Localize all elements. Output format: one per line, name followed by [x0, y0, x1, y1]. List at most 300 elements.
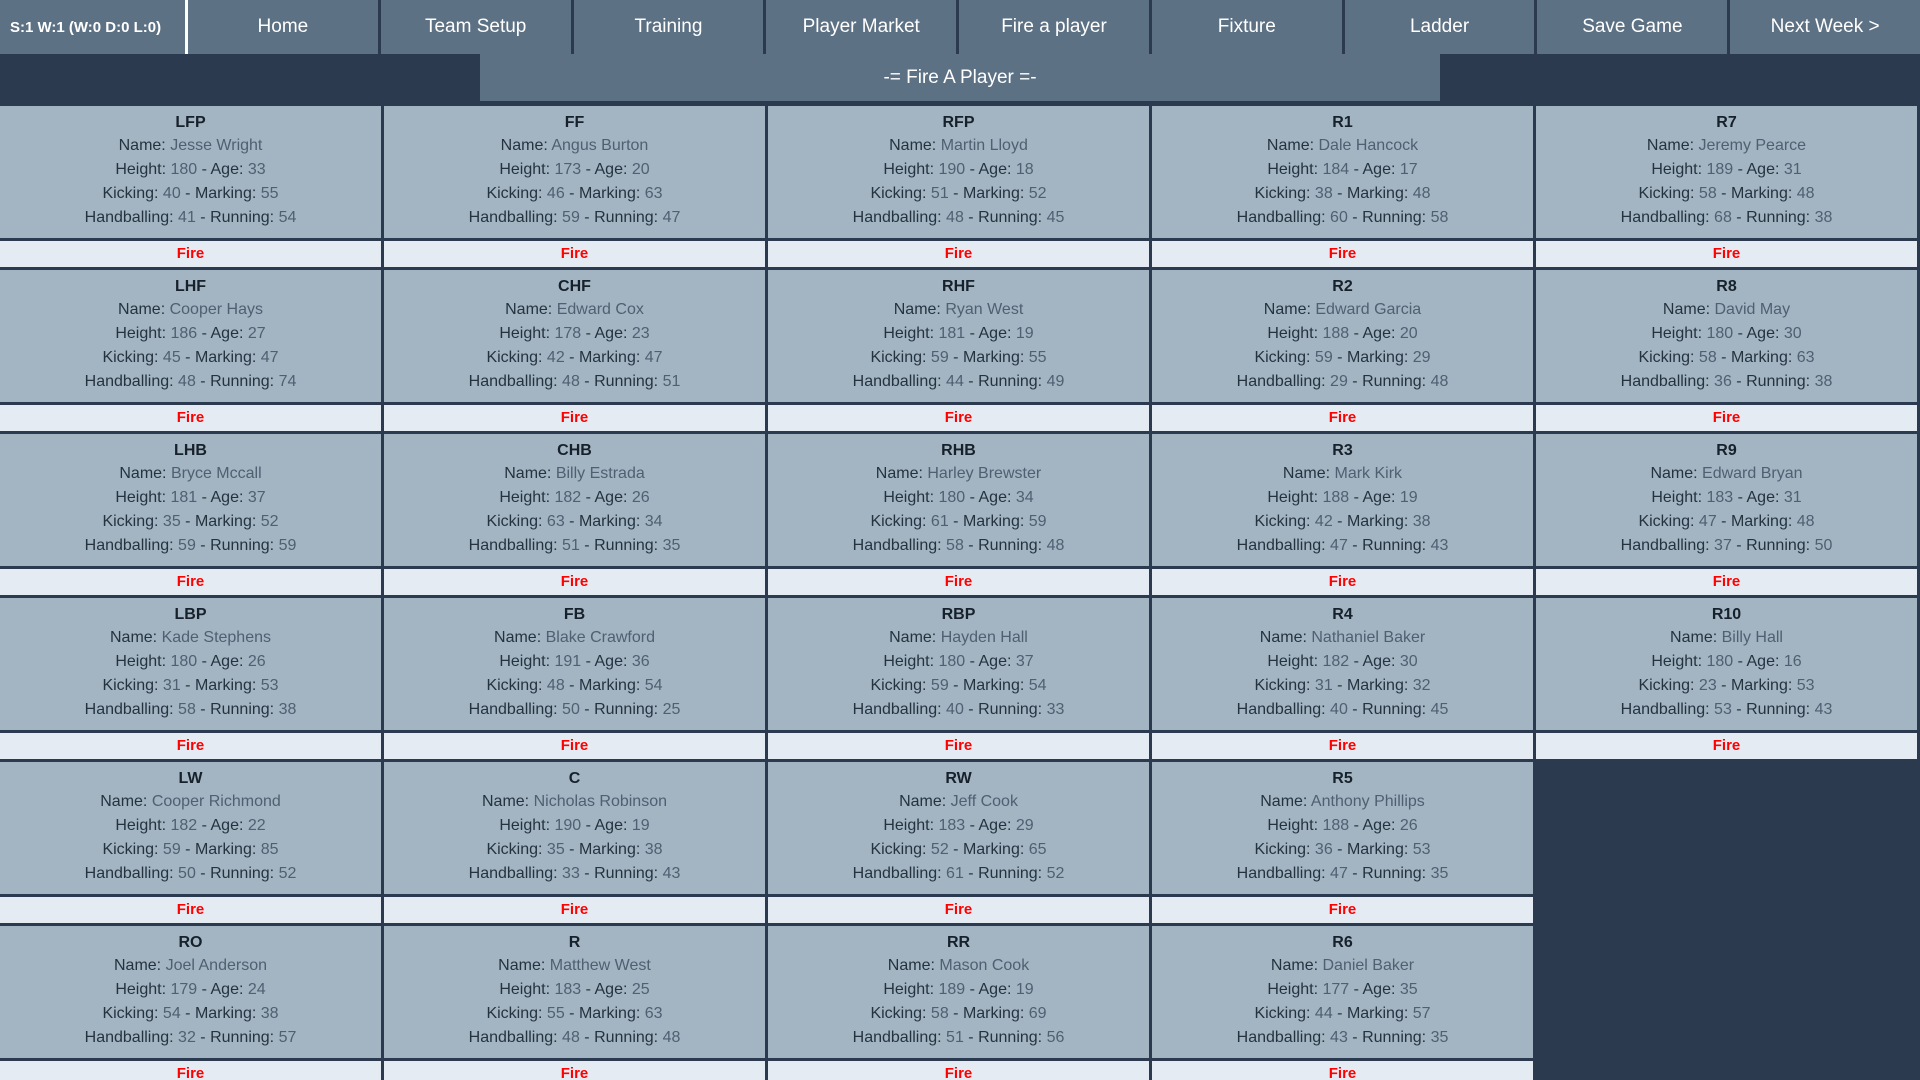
handballing-label: Handballing: — [852, 701, 947, 718]
age-value: 33 — [247, 161, 266, 178]
height-label: Height: — [883, 653, 939, 670]
height-value: 188 — [1322, 817, 1350, 834]
height-label: Height: — [499, 325, 555, 342]
nav-ladder[interactable] — [1345, 0, 1538, 54]
handballing-label: Handballing: — [468, 701, 563, 718]
kicking-label: Kicking: — [1254, 185, 1315, 202]
age-value: 31 — [1783, 161, 1802, 178]
handballing-value: 50 — [178, 865, 196, 882]
player-handballing-running-line — [1156, 862, 1529, 886]
kicking-label: Kicking: — [870, 1005, 931, 1022]
player-name-label: Name: — [875, 465, 928, 482]
fire-button[interactable]: Fire — [0, 897, 384, 926]
age-label: - Age: — [581, 981, 632, 998]
roster-grid — [0, 106, 1920, 1080]
marking-value: 57 — [1412, 1005, 1431, 1022]
age-value: 36 — [631, 653, 650, 670]
player-position: R10 — [1711, 606, 1742, 623]
nav-home[interactable] — [188, 0, 381, 54]
height-label: Height: — [1651, 325, 1707, 342]
fire-button[interactable]: Fire — [0, 1061, 384, 1080]
player-kicking-marking-line — [1156, 674, 1529, 698]
height-label: Height: — [499, 489, 555, 506]
handballing-label: Handballing: — [1620, 537, 1715, 554]
player-name-line — [4, 954, 377, 978]
kicking-value: 61 — [930, 513, 949, 530]
handballing-value: 44 — [946, 373, 964, 390]
age-value: 34 — [1015, 489, 1034, 506]
player-kicking-marking-line — [1156, 1002, 1529, 1026]
title-spacer-left — [0, 54, 480, 101]
player-name-value: Angus Burton — [551, 137, 649, 154]
fire-button[interactable]: Fire — [768, 405, 1152, 434]
age-value: 26 — [247, 653, 266, 670]
player-position: R5 — [1332, 770, 1353, 787]
height-value: 189 — [938, 981, 966, 998]
age-value: 20 — [631, 161, 650, 178]
player-kicking-marking-line — [4, 674, 377, 698]
running-label: - Running: — [1347, 209, 1431, 226]
handballing-label: Handballing: — [852, 1029, 947, 1046]
height-value: 180 — [938, 489, 966, 506]
running-value: 48 — [1430, 373, 1449, 390]
player-name-value: Daniel Baker — [1322, 957, 1415, 974]
player-name-value: Martin Lloyd — [940, 137, 1028, 154]
kicking-label: Kicking: — [1254, 1005, 1315, 1022]
kicking-label: Kicking: — [870, 349, 931, 366]
kicking-label: Kicking: — [1254, 841, 1315, 858]
player-kicking-marking-line — [4, 346, 377, 370]
marking-value: 34 — [644, 513, 663, 530]
running-value: 43 — [1814, 701, 1833, 718]
marking-label: - Marking: — [564, 513, 645, 530]
running-label: - Running: — [963, 701, 1047, 718]
kicking-value: 55 — [546, 1005, 565, 1022]
running-value: 58 — [1430, 209, 1449, 226]
running-label: - Running: — [195, 373, 279, 390]
running-value: 52 — [278, 865, 297, 882]
height-value: 183 — [1706, 489, 1734, 506]
player-name-line — [1540, 298, 1913, 322]
fire-button[interactable]: Fire — [384, 733, 768, 762]
height-value: 183 — [938, 817, 966, 834]
running-value: 35 — [1430, 865, 1449, 882]
marking-value: 48 — [1412, 185, 1431, 202]
height-value: 188 — [1322, 489, 1350, 506]
running-value: 45 — [1430, 701, 1449, 718]
marking-label: - Marking: — [948, 185, 1029, 202]
player-position: FF — [564, 114, 585, 131]
fire-button[interactable]: Fire — [1536, 405, 1920, 434]
player-position: RFP — [942, 114, 975, 131]
running-label: - Running: — [1347, 865, 1431, 882]
marking-label: - Marking: — [564, 841, 645, 858]
fire-button[interactable]: Fire — [1536, 569, 1920, 598]
handballing-value: 41 — [178, 209, 196, 226]
marking-label: - Marking: — [180, 677, 261, 694]
nav-training-label: Training — [634, 16, 703, 37]
marking-value: 48 — [1796, 185, 1815, 202]
marking-label: - Marking: — [1332, 841, 1413, 858]
player-card — [1152, 762, 1536, 897]
player-handballing-running-line — [388, 698, 761, 722]
player-card — [384, 270, 768, 405]
status-badge — [0, 0, 188, 54]
handballing-value: 37 — [1714, 537, 1732, 554]
age-label: - Age: — [1349, 325, 1400, 342]
player-height-age-line — [4, 978, 377, 1002]
marking-value: 29 — [1412, 349, 1431, 366]
nav-home-label: Home — [257, 16, 309, 37]
age-value: 25 — [631, 981, 650, 998]
height-label: Height: — [883, 325, 939, 342]
height-value: 186 — [170, 325, 198, 342]
player-height-age-line — [1156, 158, 1529, 182]
kicking-value: 42 — [546, 349, 565, 366]
running-value: 59 — [278, 537, 297, 554]
nav-training[interactable] — [574, 0, 767, 54]
marking-value: 55 — [1028, 349, 1047, 366]
player-position: RR — [946, 934, 971, 951]
player-handballing-running-line — [4, 1026, 377, 1050]
player-handballing-running-line — [1156, 370, 1529, 394]
player-name-value: Cooper Hays — [169, 301, 263, 318]
height-value: 178 — [554, 325, 582, 342]
fire-button[interactable]: Fire — [768, 1061, 1152, 1080]
player-name-line — [388, 298, 761, 322]
kicking-value: 23 — [1698, 677, 1717, 694]
fire-button[interactable]: Fire — [1152, 1061, 1536, 1080]
fire-button[interactable]: Fire — [384, 897, 768, 926]
player-card — [1152, 926, 1536, 1061]
running-value: 38 — [1814, 209, 1833, 226]
kicking-value: 58 — [1698, 185, 1717, 202]
player-position: RHF — [942, 278, 975, 295]
kicking-label: Kicking: — [102, 841, 163, 858]
nav-save-game[interactable] — [1537, 0, 1730, 54]
kicking-value: 48 — [546, 677, 565, 694]
player-handballing-running-line — [4, 370, 377, 394]
player-height-age-line — [772, 814, 1145, 838]
player-name-value: Mason Cook — [939, 957, 1030, 974]
fire-button[interactable]: Fire — [1152, 897, 1536, 926]
player-height-age-line — [772, 978, 1145, 1002]
nav-player-market[interactable] — [766, 0, 959, 54]
kicking-value: 59 — [930, 677, 949, 694]
fire-button[interactable]: Fire — [384, 241, 768, 270]
height-value: 180 — [938, 653, 966, 670]
player-name-label: Name: — [500, 137, 552, 154]
running-label: - Running: — [195, 1029, 279, 1046]
player-name-line — [1156, 954, 1529, 978]
marking-value: 55 — [260, 185, 279, 202]
fire-button[interactable]: Fire — [1152, 405, 1536, 434]
height-value: 189 — [1706, 161, 1734, 178]
handballing-label: Handballing: — [1236, 209, 1331, 226]
age-label: - Age: — [1733, 489, 1784, 506]
running-value: 45 — [1046, 209, 1065, 226]
player-name-value: Jesse Wright — [170, 137, 263, 154]
fire-button[interactable]: Fire — [0, 405, 384, 434]
marking-label: - Marking: — [948, 1005, 1029, 1022]
handballing-label: Handballing: — [1236, 1029, 1331, 1046]
player-handballing-running-line — [772, 862, 1145, 886]
marking-value: 54 — [1028, 677, 1047, 694]
height-value: 182 — [170, 817, 198, 834]
fire-button[interactable]: Fire — [768, 897, 1152, 926]
handballing-label: Handballing: — [1236, 537, 1331, 554]
marking-value: 63 — [644, 185, 663, 202]
marking-label: - Marking: — [180, 349, 261, 366]
player-name-label: Name: — [1282, 465, 1335, 482]
player-card — [384, 434, 768, 569]
running-label: - Running: — [1731, 209, 1815, 226]
player-name-line — [388, 134, 761, 158]
kicking-label: Kicking: — [102, 349, 163, 366]
running-label: - Running: — [195, 209, 279, 226]
player-name-line — [772, 298, 1145, 322]
kicking-value: 59 — [1314, 349, 1333, 366]
running-value: 38 — [278, 701, 297, 718]
marking-label: - Marking: — [1716, 677, 1797, 694]
age-label: - Age: — [965, 489, 1016, 506]
player-height-age-line — [4, 158, 377, 182]
player-name-label: Name: — [100, 793, 152, 810]
player-position: CHF — [558, 278, 591, 295]
player-handballing-running-line — [4, 698, 377, 722]
height-value: 183 — [554, 981, 582, 998]
player-position: LW — [178, 770, 203, 787]
handballing-value: 36 — [1714, 373, 1732, 390]
age-value: 18 — [1015, 161, 1034, 178]
player-handballing-running-line — [388, 534, 761, 558]
roster-column — [1152, 106, 1536, 1080]
running-label: - Running: — [963, 209, 1047, 226]
player-position: LHF — [174, 278, 207, 295]
player-handballing-running-line — [1156, 698, 1529, 722]
nav-fire-a-player[interactable] — [959, 0, 1152, 54]
age-value: 19 — [631, 817, 650, 834]
age-label: - Age: — [965, 325, 1016, 342]
height-value: 173 — [554, 161, 582, 178]
age-label: - Age: — [1733, 325, 1784, 342]
age-label: - Age: — [197, 817, 248, 834]
fire-button[interactable]: Fire — [768, 569, 1152, 598]
player-name-value: Cooper Richmond — [151, 793, 281, 810]
column-empty-space — [1536, 762, 1920, 1080]
height-value: 190 — [554, 817, 582, 834]
player-kicking-marking-line — [772, 510, 1145, 534]
player-card — [1536, 434, 1920, 569]
player-name-value: Matthew West — [549, 957, 651, 974]
player-name-line — [772, 462, 1145, 486]
player-name-line — [4, 626, 377, 650]
player-handballing-running-line — [4, 862, 377, 886]
player-kicking-marking-line — [388, 1002, 761, 1026]
player-name-value: Billy Estrada — [555, 465, 645, 482]
roster-column — [0, 106, 384, 1080]
player-height-age-line — [1156, 814, 1529, 838]
height-label: Height: — [1267, 981, 1323, 998]
nav-next-week[interactable] — [1730, 0, 1920, 54]
height-value: 182 — [554, 489, 582, 506]
fire-button[interactable]: Fire — [1536, 241, 1920, 270]
running-label: - Running: — [1347, 373, 1431, 390]
height-label: Height: — [499, 981, 555, 998]
player-name-value: Joel Anderson — [165, 957, 267, 974]
kicking-label: Kicking: — [486, 1005, 547, 1022]
nav-next-week-label: Next Week > — [1770, 16, 1880, 37]
fire-button[interactable]: Fire — [0, 569, 384, 598]
kicking-label: Kicking: — [102, 513, 163, 530]
handballing-value: 59 — [562, 209, 580, 226]
fire-button[interactable]: Fire — [768, 733, 1152, 762]
height-label: Height: — [115, 981, 171, 998]
running-value: 56 — [1046, 1029, 1065, 1046]
height-value: 180 — [170, 653, 198, 670]
page-title-row — [0, 54, 1920, 106]
running-value: 48 — [662, 1029, 681, 1046]
running-value: 49 — [1046, 373, 1065, 390]
age-label: - Age: — [197, 489, 248, 506]
handballing-value: 40 — [1330, 701, 1348, 718]
player-name-label: Name: — [1270, 957, 1323, 974]
player-name-line — [1156, 298, 1529, 322]
fire-button[interactable]: Fire — [768, 241, 1152, 270]
fire-button[interactable]: Fire — [1536, 733, 1920, 762]
fire-button[interactable]: Fire — [384, 405, 768, 434]
player-name-value: Nathaniel Baker — [1311, 629, 1426, 646]
height-label: Height: — [1651, 489, 1707, 506]
player-name-value: Harley Brewster — [927, 465, 1042, 482]
kicking-label: Kicking: — [486, 841, 547, 858]
age-value: 23 — [631, 325, 650, 342]
running-value: 38 — [1814, 373, 1833, 390]
marking-label: - Marking: — [180, 841, 261, 858]
player-card — [1536, 598, 1920, 733]
player-position: R3 — [1332, 442, 1353, 459]
marking-label: - Marking: — [564, 349, 645, 366]
nav-ladder-label: Ladder — [1409, 16, 1470, 37]
marking-value: 47 — [644, 349, 663, 366]
kicking-value: 36 — [1314, 841, 1333, 858]
age-value: 16 — [1783, 653, 1802, 670]
marking-label: - Marking: — [948, 841, 1029, 858]
handballing-label: Handballing: — [1620, 209, 1715, 226]
kicking-label: Kicking: — [1254, 349, 1315, 366]
fire-button[interactable]: Fire — [384, 569, 768, 598]
kicking-value: 59 — [930, 349, 949, 366]
marking-label: - Marking: — [1716, 185, 1797, 202]
nav-team-setup[interactable] — [381, 0, 574, 54]
kicking-value: 35 — [546, 841, 565, 858]
player-name-label: Name: — [118, 301, 170, 318]
player-height-age-line — [4, 650, 377, 674]
height-value: 184 — [1322, 161, 1350, 178]
marking-label: - Marking: — [564, 1005, 645, 1022]
nav-fire-a-player-label: Fire a player — [1001, 16, 1107, 37]
player-position: C — [568, 770, 581, 787]
handballing-label: Handballing: — [1620, 701, 1715, 718]
player-name-label: Name: — [887, 957, 940, 974]
player-position: CHB — [557, 442, 592, 459]
nav-fixture[interactable] — [1152, 0, 1345, 54]
player-height-age-line — [772, 322, 1145, 346]
handballing-value: 58 — [178, 701, 196, 718]
player-name-label: Name: — [1260, 793, 1311, 810]
marking-value: 52 — [1028, 185, 1047, 202]
marking-label: - Marking: — [1332, 185, 1413, 202]
page-title — [480, 54, 1440, 101]
handballing-value: 51 — [562, 537, 580, 554]
fire-button[interactable]: Fire — [384, 1061, 768, 1080]
running-label: - Running: — [1347, 1029, 1431, 1046]
player-name-label: Name: — [119, 465, 171, 482]
page-title-label: -= Fire A Player =- — [883, 66, 1037, 88]
running-label: - Running: — [963, 373, 1047, 390]
player-height-age-line — [4, 814, 377, 838]
player-name-label: Name: — [110, 629, 162, 646]
age-label: - Age: — [197, 981, 248, 998]
player-kicking-marking-line — [1156, 346, 1529, 370]
player-card — [768, 270, 1152, 405]
player-height-age-line — [388, 814, 761, 838]
player-handballing-running-line — [772, 370, 1145, 394]
height-label: Height: — [115, 653, 171, 670]
player-handballing-running-line — [1540, 206, 1913, 230]
kicking-value: 54 — [162, 1005, 181, 1022]
fire-button[interactable]: Fire — [1152, 733, 1536, 762]
fire-button[interactable]: Fire — [1152, 569, 1536, 598]
player-height-age-line — [1156, 322, 1529, 346]
player-card — [768, 598, 1152, 733]
marking-label: - Marking: — [180, 185, 261, 202]
fire-button[interactable]: Fire — [1152, 241, 1536, 270]
marking-value: 52 — [260, 513, 279, 530]
player-kicking-marking-line — [772, 1002, 1145, 1026]
handballing-value: 51 — [946, 1029, 964, 1046]
age-label: - Age: — [1733, 653, 1784, 670]
handballing-label: Handballing: — [84, 865, 179, 882]
player-name-value: Anthony Phillips — [1310, 793, 1425, 810]
age-label: - Age: — [1733, 161, 1784, 178]
running-value: 48 — [1046, 537, 1065, 554]
player-name-line — [388, 462, 761, 486]
marking-value: 48 — [1796, 513, 1815, 530]
running-value: 35 — [662, 537, 681, 554]
player-name-value: Edward Bryan — [1702, 465, 1803, 482]
kicking-value: 59 — [162, 841, 181, 858]
player-position: LFP — [175, 114, 206, 131]
age-value: 30 — [1783, 325, 1802, 342]
running-label: - Running: — [579, 209, 663, 226]
marking-value: 38 — [644, 841, 663, 858]
handballing-label: Handballing: — [1620, 373, 1715, 390]
kicking-label: Kicking: — [870, 513, 931, 530]
player-name-label: Name: — [1259, 629, 1312, 646]
handballing-label: Handballing: — [852, 865, 947, 882]
height-label: Height: — [1651, 653, 1707, 670]
fire-button[interactable]: Fire — [0, 733, 384, 762]
marking-label: - Marking: — [948, 513, 1029, 530]
fire-button[interactable]: Fire — [0, 241, 384, 270]
player-name-line — [388, 954, 761, 978]
age-label: - Age: — [965, 653, 1016, 670]
player-name-value: Bryce Mccall — [170, 465, 262, 482]
height-label: Height: — [1267, 325, 1323, 342]
player-handballing-running-line — [388, 862, 761, 886]
marking-value: 54 — [644, 677, 663, 694]
